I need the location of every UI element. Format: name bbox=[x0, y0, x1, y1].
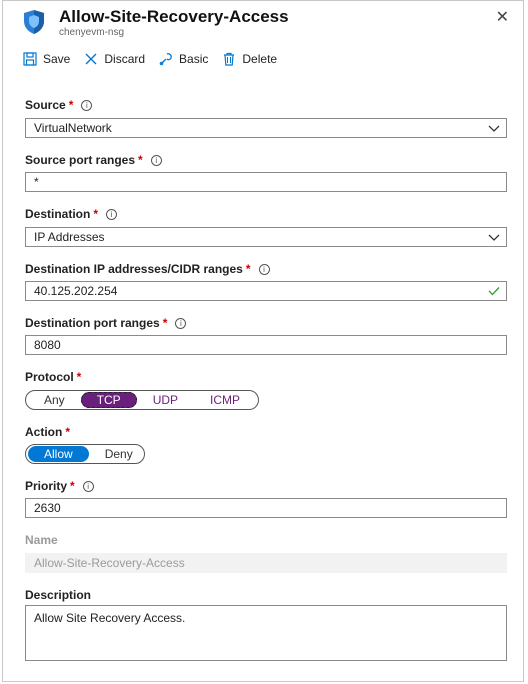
protocol-option-tcp[interactable]: TCP bbox=[81, 392, 137, 408]
blade-panel bbox=[2, 0, 524, 682]
protocol-option-udp[interactable]: UDP bbox=[152, 393, 179, 407]
action-option-allow[interactable]: Allow bbox=[28, 446, 89, 462]
chevron-down-icon bbox=[488, 122, 500, 134]
action-label: Action * bbox=[25, 425, 71, 439]
protocol-label: Protocol * bbox=[25, 370, 82, 384]
shield-icon bbox=[23, 9, 45, 35]
destination-label: Destination * i bbox=[25, 207, 117, 221]
action-toggle bbox=[25, 444, 145, 464]
protocol-option-icmp[interactable]: ICMP bbox=[210, 393, 241, 407]
delete-button[interactable] bbox=[222, 52, 277, 66]
trash-icon bbox=[222, 52, 236, 66]
source-dropdown[interactable]: VirtualNetwork bbox=[25, 118, 507, 138]
source-port-label: Source port ranges * i bbox=[25, 153, 162, 167]
discard-button[interactable] bbox=[84, 52, 145, 66]
source-label: Source * i bbox=[25, 98, 92, 112]
blade-header bbox=[23, 7, 513, 41]
checkmark-icon bbox=[488, 285, 500, 297]
info-icon[interactable]: i bbox=[106, 209, 117, 220]
page-subtitle: chenyevm-nsg bbox=[59, 27, 125, 38]
save-label: Save bbox=[43, 52, 71, 66]
discard-icon bbox=[84, 52, 98, 66]
info-icon[interactable]: i bbox=[175, 318, 186, 329]
chevron-down-icon bbox=[488, 231, 500, 243]
priority-input[interactable]: 2630 bbox=[25, 498, 507, 518]
protocol-toggle bbox=[25, 390, 259, 410]
info-icon[interactable]: i bbox=[151, 155, 162, 166]
name-input: Allow-Site-Recovery-Access bbox=[25, 553, 507, 573]
close-icon[interactable]: ✕ bbox=[495, 9, 509, 26]
action-option-deny[interactable]: Deny bbox=[104, 447, 133, 461]
page-title: Allow-Site-Recovery-Access bbox=[59, 7, 289, 26]
toolbar bbox=[23, 49, 291, 69]
save-button[interactable] bbox=[23, 52, 70, 66]
delete-label: Delete bbox=[242, 52, 278, 66]
priority-label: Priority * i bbox=[25, 479, 94, 493]
info-icon[interactable]: i bbox=[81, 100, 92, 111]
save-icon bbox=[23, 52, 37, 66]
source-port-input[interactable]: * bbox=[25, 172, 507, 192]
destination-dropdown[interactable]: IP Addresses bbox=[25, 227, 507, 247]
dest-ip-input[interactable]: 40.125.202.254 bbox=[25, 281, 507, 301]
dest-port-input[interactable]: 8080 bbox=[25, 335, 507, 355]
basic-button[interactable] bbox=[159, 52, 208, 66]
description-label: Description bbox=[25, 588, 92, 602]
info-icon[interactable]: i bbox=[83, 481, 94, 492]
wrench-icon bbox=[159, 52, 173, 66]
dest-ip-label: Destination IP addresses/CIDR ranges * i bbox=[25, 262, 270, 276]
dest-port-label: Destination port ranges * i bbox=[25, 316, 186, 330]
basic-label: Basic bbox=[179, 52, 209, 66]
discard-label: Discard bbox=[104, 52, 146, 66]
name-label: Name bbox=[25, 533, 58, 547]
protocol-option-any[interactable]: Any bbox=[44, 393, 65, 407]
info-icon[interactable]: i bbox=[259, 264, 270, 275]
description-textarea[interactable]: Allow Site Recovery Access. bbox=[25, 605, 507, 661]
